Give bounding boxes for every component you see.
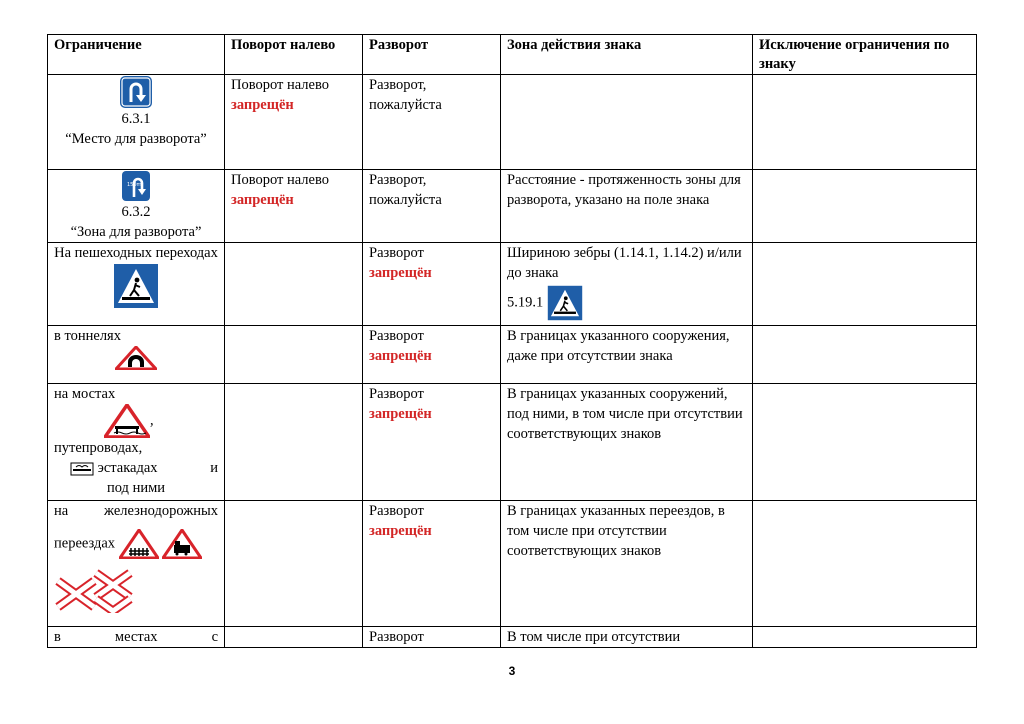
status-forbidden: запрещён <box>369 406 432 422</box>
left-turn-cell <box>225 501 363 627</box>
table-row <box>48 326 977 384</box>
table-row <box>48 627 977 648</box>
restriction-cell: в тоннелях <box>48 326 225 384</box>
sign-number: 5.19.1 <box>507 294 544 311</box>
table-row <box>48 501 977 627</box>
left-turn-cell: Поворот налево запрещён <box>225 170 363 243</box>
u-turn-cell: Разворот запрещён <box>363 243 501 326</box>
railway-crossing-train-sign-icon <box>162 529 202 559</box>
header-zone: Зона действия знака <box>501 35 753 75</box>
railway-crossing-barrier-sign-icon <box>119 529 159 559</box>
left-turn-cell <box>225 627 363 648</box>
u-turn-cell: Разворот запрещён <box>363 326 501 384</box>
left-turn-cell: Поворот налево запрещён <box>225 75 363 170</box>
u-turn-cell: Разворот, пожалуйста <box>363 75 501 170</box>
table-row <box>48 384 977 501</box>
overpass-sign-icon <box>70 461 94 477</box>
header-row <box>48 35 977 75</box>
status-forbidden: запрещён <box>369 348 432 364</box>
level-crossing-cross-sign-icon <box>54 567 134 613</box>
header-left-turn: Поворот налево <box>225 35 363 75</box>
tunnel-sign-icon <box>115 346 157 370</box>
table-row <box>48 75 977 170</box>
svg-text:150m: 150m <box>127 182 142 188</box>
page-number: 3 <box>508 664 516 678</box>
u-turn-cell: Разворот запрещён <box>363 384 501 501</box>
zone-cell: В границах указанных сооружений, под ними, в том числе при отсутствии соответствующих знаков <box>501 384 753 501</box>
sign-name: “Место для разворота” <box>65 131 207 147</box>
u-turn-zone-sign-icon <box>121 170 151 202</box>
u-turn-cell: Разворот запрещён <box>363 501 501 627</box>
status-forbidden: запрещён <box>369 265 432 281</box>
header-restriction: Ограничение <box>48 35 225 75</box>
restriction-cell <box>48 75 225 170</box>
left-turn-cell <box>225 384 363 501</box>
sign-number: 6.3.2 <box>121 204 151 220</box>
zone-cell: Расстояние - протяженность зоны для разворота, указано на поле знака <box>501 170 753 243</box>
exception-cell <box>753 501 977 627</box>
restriction-cell <box>48 170 225 243</box>
sign-name: “Зона для разворота” <box>70 224 202 240</box>
exception-cell <box>753 243 977 326</box>
restriction-cell: на железнодорожных переездах <box>48 501 225 627</box>
left-turn-cell <box>225 243 363 326</box>
zone-cell: В границах указанных переездов, в том числе при отсутствии соответствующих знаков <box>501 501 753 627</box>
exception-cell <box>753 170 977 243</box>
exception-cell <box>753 627 977 648</box>
sign-number: 6.3.1 <box>121 111 151 127</box>
pedestrian-crossing-sign-icon <box>113 263 159 309</box>
header-exception: Исключение ограничения по знаку <box>753 35 977 75</box>
zone-cell: В том числе при отсутствии <box>501 627 753 648</box>
table-row <box>48 170 977 243</box>
restriction-cell: на мостах , путепроводах, эстакадах и под ними <box>48 384 225 501</box>
pedestrian-crossing-sign-icon <box>547 285 583 321</box>
status-forbidden: запрещён <box>231 192 294 208</box>
u-turn-place-sign-icon <box>119 75 153 109</box>
restriction-cell: На пешеходных переходах <box>48 243 225 326</box>
exception-cell <box>753 326 977 384</box>
exception-cell <box>753 384 977 501</box>
exception-cell <box>753 75 977 170</box>
status-forbidden: запрещён <box>369 523 432 539</box>
left-turn-cell <box>225 326 363 384</box>
zone-cell: В границах указанного сооружения, даже при отсутствии знака <box>501 326 753 384</box>
header-u-turn: Разворот <box>363 35 501 75</box>
bridge-sign-icon <box>104 404 150 438</box>
u-turn-cell: Разворот, пожалуйста <box>363 170 501 243</box>
zone-cell: Шириною зебры (1.14.1, 1.14.2) и/или до знака 5.19.1 <box>501 243 753 326</box>
status-forbidden: запрещён <box>231 97 294 113</box>
zone-cell <box>501 75 753 170</box>
rules-table <box>47 34 977 648</box>
table-row <box>48 243 977 326</box>
restriction-cell: в местах с <box>48 627 225 648</box>
u-turn-cell: Разворот <box>363 627 501 648</box>
